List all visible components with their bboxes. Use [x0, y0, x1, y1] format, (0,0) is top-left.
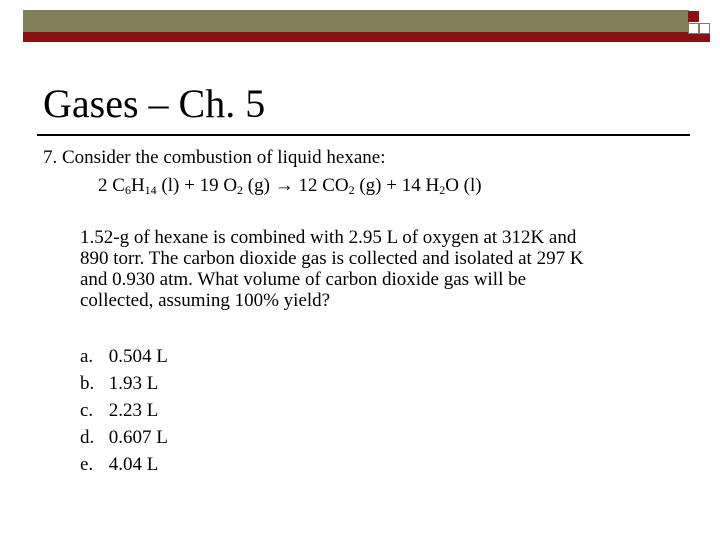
option-label: b. [80, 373, 95, 394]
option-label: a. [80, 346, 94, 367]
header-olive-bar [23, 10, 689, 32]
option-text: 2.23 L [108, 400, 159, 421]
slide-title: Gases – Ch. 5 [43, 81, 266, 126]
option-text: 1.93 L [108, 373, 159, 394]
header-decoration-band [23, 10, 710, 42]
answer-option-d [80, 424, 168, 451]
corner-square-red [688, 11, 699, 22]
paragraph-line: 1.52-g of hexane is combined with 2.95 L of oxygen at 312K and [80, 227, 577, 248]
question-text: 7. Consider the combustion of liquid hexane: [43, 147, 386, 168]
answer-option-e [80, 451, 168, 478]
corner-square-outline-right [699, 23, 710, 34]
chemical-equation: 2 $C_6H_{14}$ (l) + 19 $O_2$ (g) → 12 $CO_2$ (g) + 14 $H_2O$ (l) [98, 175, 482, 197]
answer-option-a [80, 343, 168, 370]
title-underline [37, 134, 690, 136]
header-red-bar [23, 32, 710, 42]
option-text: 0.607 L [108, 427, 168, 448]
option-label: d. [80, 427, 95, 448]
paragraph-line: 890 torr. The carbon dioxide gas is collected and isolated at 297 K [80, 248, 584, 269]
answer-option-c [80, 397, 168, 424]
paragraph-line: collected, assuming 100% yield? [80, 290, 331, 311]
answer-option-b [80, 370, 168, 397]
option-text: 0.504 L [108, 346, 168, 367]
option-label: c. [80, 400, 94, 421]
paragraph-line: and 0.930 atm. What volume of carbon dioxide gas will be [80, 269, 527, 290]
corner-square-outline-left [688, 23, 699, 34]
option-label: e. [80, 454, 94, 475]
option-text: 4.04 L [108, 454, 159, 475]
answer-options-list [80, 343, 168, 478]
problem-paragraph [80, 227, 690, 311]
